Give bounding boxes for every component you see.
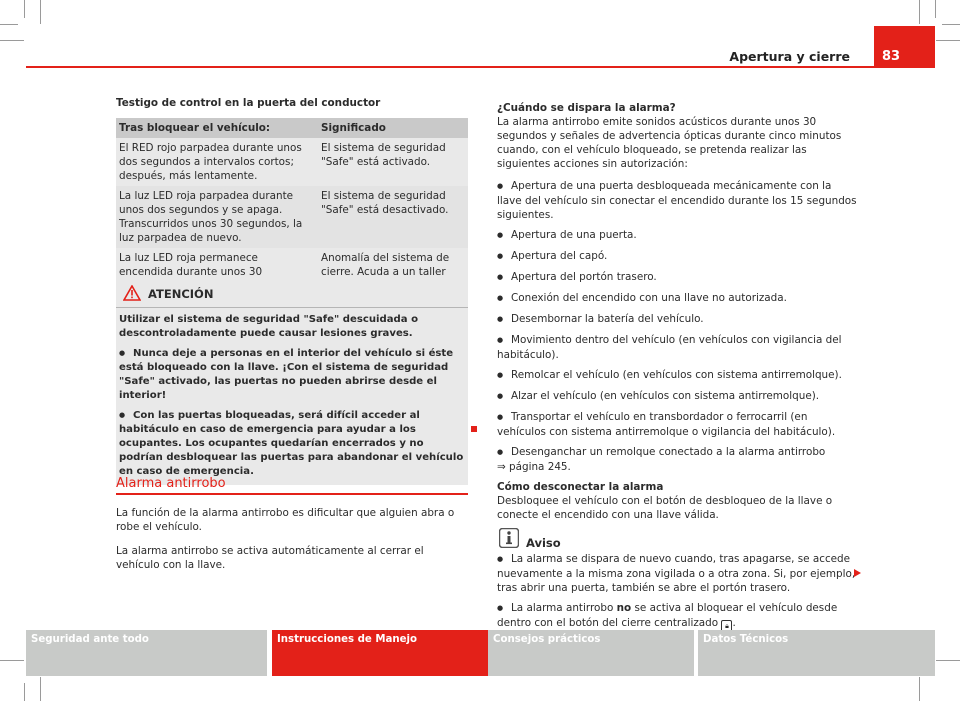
trigger-bullet-text: Conexión del encendido con una llave no autorizada. — [511, 292, 787, 304]
warning-intro: Utilizar el sistema de seguridad "Safe" descuidada o descontroladamente puede causar lesiones graves. — [119, 314, 419, 339]
page-title: Apertura y cierre — [729, 49, 850, 64]
tab-datos[interactable] — [698, 630, 935, 676]
page-number: 83 — [882, 49, 901, 64]
tab-consejos[interactable] — [488, 630, 694, 676]
bullet-icon — [497, 369, 511, 381]
bullet-icon — [497, 390, 511, 402]
crop-mark — [40, 0, 41, 24]
header-rule — [26, 66, 935, 68]
warning-bullet — [119, 347, 465, 403]
section-title: Testigo de control en la puerta del conductor — [116, 97, 381, 109]
alarm-section-rule — [116, 493, 468, 495]
trigger-bullet-text: Alzar el vehículo (en vehículos con sistema antirremolque). — [511, 390, 820, 402]
trigger-bullet — [497, 291, 857, 306]
note-bullet — [497, 552, 857, 595]
crop-mark — [24, 0, 25, 18]
paragraph: La alarma antirrobo se activa automáticamente al cerrar el vehículo con la llave. — [116, 545, 424, 571]
bullet-icon — [497, 271, 511, 283]
trigger-bullet — [497, 270, 857, 285]
warning-triangle-icon — [123, 285, 141, 301]
trigger-bullet — [497, 333, 857, 362]
bullet-icon — [497, 602, 511, 614]
crop-mark — [0, 660, 24, 661]
right-column — [497, 101, 857, 639]
tab-instrucciones[interactable] — [272, 630, 513, 676]
end-marker-icon — [471, 426, 477, 432]
note-bullet-text: se activa al bloquear el vehículo desde dentro con el botón del cierre centralizado — [497, 602, 838, 629]
bullet-icon — [497, 411, 511, 423]
note-title: Aviso — [526, 536, 561, 550]
warning-header — [116, 280, 468, 308]
trigger-bullet-text: Apertura de una puerta desbloqueada mecánicamente con la llave del vehículo sin conectar el encendido durante los 15 segundos siguientes. — [497, 180, 857, 221]
page-reference-link[interactable]: ⇒ página 245. — [497, 461, 571, 473]
trigger-bullet-text: Remolcar el vehículo (en vehículos con sistema antirremolque). — [511, 369, 842, 381]
trigger-bullet — [497, 249, 857, 264]
table-cell: La luz LED roja parpadea durante unos dos segundos y se apaga. Transcurridos unos 30 segundos, la luz parpadea de nuevo. — [116, 186, 318, 248]
tab-seguridad[interactable] — [26, 630, 267, 676]
trigger-bullet — [497, 179, 857, 222]
bullet-icon — [497, 229, 511, 241]
bullet-icon — [497, 250, 511, 262]
bullet-icon — [119, 410, 133, 421]
bullet-icon — [119, 348, 133, 359]
warning-bullet-text: Con las puertas bloqueadas, será difícil acceder al habitáculo en caso de emergencia para ayudar a los ocupantes. Los ocupantes quedarían encerrados y no podrían desbloquear las puertas para abandonar el vehículo en caso de emergencia. — [119, 410, 464, 477]
trigger-bullet — [497, 368, 857, 383]
continue-arrow-icon — [854, 569, 861, 577]
alarm-section-text — [116, 506, 468, 582]
trigger-bullet-text: Apertura del capó. — [511, 250, 608, 262]
warning-body — [116, 308, 468, 485]
paragraph: La función de la alarma antirrobo es dificultar que alguien abra o robe el vehículo. — [116, 507, 455, 533]
trigger-bullet-text: Desembornar la batería del vehículo. — [511, 313, 704, 325]
warning-box — [116, 280, 468, 485]
note-emphasis: no — [616, 602, 632, 614]
left-column — [116, 96, 468, 296]
bullet-icon — [497, 334, 511, 346]
table-cell: La luz LED roja permanece encendida durante unos 30 — [116, 248, 318, 296]
crop-mark — [0, 24, 18, 25]
crop-mark — [936, 660, 960, 661]
trigger-bullet — [497, 228, 857, 243]
note-end: . — [732, 617, 736, 629]
central-lock-icon: 🔒︎ — [721, 620, 732, 633]
crop-mark — [919, 0, 920, 24]
table-header-row — [116, 118, 468, 138]
table-row — [116, 138, 468, 186]
table-cell: El RED rojo parpadea durante unos dos segundos a intervalos cortos; después, más lentamente. — [116, 138, 318, 186]
tab-label: Instrucciones de Manejo — [277, 634, 418, 645]
table-row — [116, 186, 468, 248]
question-title: ¿Cuándo se dispara la alarma? — [497, 102, 676, 114]
trigger-bullet-text: Apertura de una puerta. — [511, 229, 637, 241]
trigger-bullet-text: Desenganchar un remolque conectado a la alarma antirrobo — [511, 446, 826, 458]
tab-label: Seguridad ante todo — [31, 634, 149, 645]
bullet-icon — [497, 553, 511, 565]
table-cell: El sistema de seguridad "Safe" está desactivado. — [318, 186, 468, 248]
trigger-bullet — [497, 445, 857, 474]
crop-mark — [936, 40, 960, 41]
tab-label: Datos Técnicos — [703, 634, 789, 645]
disconnect-text: Desbloquee el vehículo con el botón de desbloqueo de la llave o conecte el encendido con una llave válida. — [497, 495, 833, 521]
warning-title: ATENCIÓN — [148, 287, 214, 301]
note-bullet — [497, 601, 857, 633]
crop-mark — [40, 677, 41, 701]
table-header: Significado — [318, 118, 468, 138]
trigger-bullet-text: Apertura del portón trasero. — [511, 271, 657, 283]
trigger-bullet — [497, 410, 857, 439]
table-header: Tras bloquear el vehículo: — [116, 118, 318, 138]
trigger-bullet-text: Transportar el vehículo en transbordador o ferrocarril (en vehículos con sistema antirremolque o vigilancia del habitáculo). — [497, 411, 836, 438]
disconnect-title: Cómo desconectar la alarma — [497, 481, 664, 493]
trigger-bullet — [497, 389, 857, 404]
bullet-icon — [497, 313, 511, 325]
crop-mark — [942, 24, 960, 25]
bullet-icon — [497, 446, 511, 458]
note-header — [497, 528, 857, 552]
table-cell: El sistema de seguridad "Safe" está activado. — [318, 138, 468, 186]
bullet-icon — [497, 180, 511, 192]
trigger-bullet — [497, 312, 857, 327]
crop-mark — [0, 40, 24, 41]
note-bullet-text: La alarma se dispara de nuevo cuando, tras apagarse, se accede nuevamente a la misma zona vigilada o a otra zona. Si, por ejemplo, tras abrir una puerta, también se abre el portón trasero. — [497, 553, 856, 594]
warning-bullet — [119, 409, 465, 479]
crop-mark — [935, 0, 936, 18]
tab-label: Consejos prácticos — [493, 634, 601, 645]
table-cell: Anomalía del sistema de cierre. Acuda a un taller — [318, 248, 468, 296]
bullet-icon — [497, 292, 511, 304]
question-text: La alarma antirrobo emite sonidos acústicos durante unos 30 segundos y señales de advertencia ópticas durante cinco minutos cuando, con el vehículo bloqueado, se pretenda realizar las siguientes acciones sin autorización: — [497, 116, 842, 170]
crop-mark — [919, 677, 920, 701]
indicator-table — [116, 118, 468, 296]
alarm-section-title: Alarma antirrobo — [116, 476, 226, 491]
note-bullet-text: La alarma antirrobo — [511, 602, 614, 614]
info-icon — [499, 528, 519, 548]
warning-bullet-text: Nunca deje a personas en el interior del vehículo si éste está bloqueado con la llave. ¡Con el sistema de seguridad "Safe" activado, las puertas no pueden abrirse desde el interior! — [119, 348, 454, 401]
crop-mark — [24, 683, 25, 701]
trigger-bullet-text: Movimiento dentro del vehículo (en vehículos con vigilancia del habitáculo). — [497, 334, 842, 361]
